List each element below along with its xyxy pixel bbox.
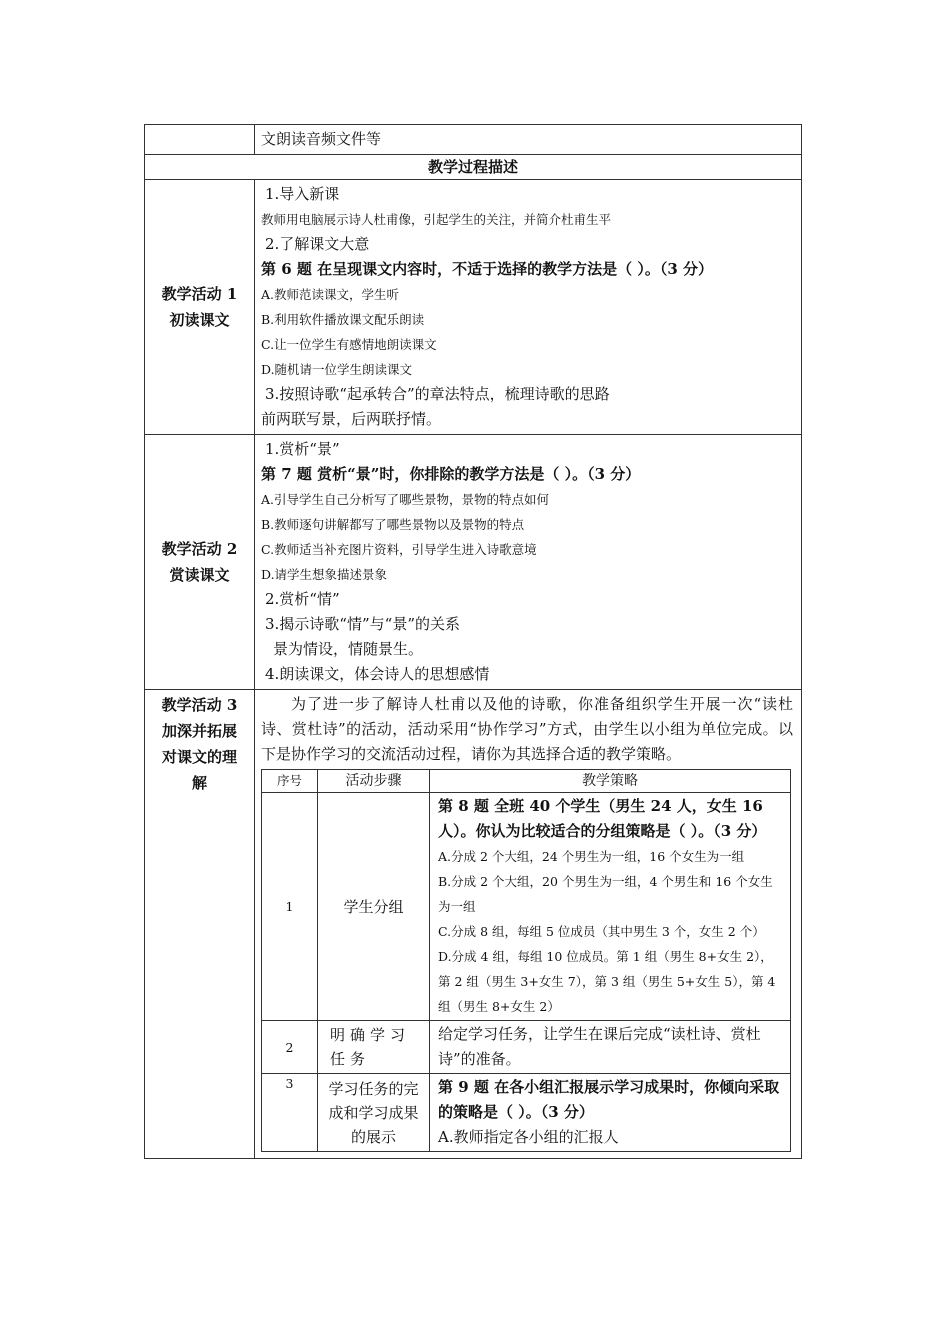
col-header-step: 活动步骤: [318, 770, 430, 793]
activity3-title: [145, 690, 255, 1159]
q6-option-b: B.利用软件播放课文配乐朗读: [261, 312, 425, 327]
activity1-title: [145, 180, 255, 435]
resource-label-cell: [145, 125, 255, 155]
row1-strategy: [430, 793, 791, 1021]
activity1-row: [145, 180, 802, 435]
row3-strategy: [430, 1074, 791, 1152]
col-header-strategy: 教学策略: [430, 770, 791, 793]
table-row: [262, 1021, 791, 1074]
activity2-row: [145, 435, 802, 690]
activity1-step3-desc: 前两联写景，后两联抒情。: [261, 410, 442, 428]
activity2-title: [145, 435, 255, 690]
row1-step: 学生分组: [318, 793, 430, 1021]
activity3-title-line3: 对课文的理: [161, 748, 237, 766]
row2-no: 2: [262, 1021, 318, 1074]
row2-step: 明确学习任务: [318, 1021, 430, 1074]
resource-text: 文朗读音频文件等: [261, 130, 382, 148]
q8-option-d: D.分成 4 组，每组 10 位成员。第 1 组（男生 8+女生 2），第 2 组（男生 3+女生 7），第 3 组（男生 5+女生 5），第 4 组（男生 8+女生 2）: [438, 949, 776, 1014]
activity2-step3-desc: 景为情设，情随景生。: [273, 640, 424, 658]
activity2-step1: 1.赏析“景”: [265, 440, 340, 458]
activity3-content: [255, 690, 802, 1159]
section-header-row: [145, 155, 802, 180]
section-header: 教学过程描述: [145, 155, 802, 180]
activity1-step3: 3.按照诗歌“起承转合”的章法特点，梳理诗歌的思路: [265, 385, 610, 403]
strategy-table: [261, 769, 791, 1152]
col-header-no: 序号: [262, 770, 318, 793]
question-7: 第 7 题 赏析“景”时，你排除的教学方法是（ ）。（3 分）: [261, 465, 641, 483]
lesson-plan-table: [144, 124, 802, 1159]
activity3-intro: 为了进一步了解诗人杜甫以及他的诗歌，你准备组织学生开展一次“读杜诗、赏杜诗”的活动，活动采用“协作学习”方式，由学生以小组为单位完成。以下是协作学习的交流活动过程，请你为其选择合适的教学策略。: [261, 695, 793, 763]
activity3-title-line2: 加深并拓展: [161, 722, 237, 740]
activity2-step2: 2.赏析“情”: [265, 590, 340, 608]
table-row: [262, 793, 791, 1021]
q8-option-c: C.分成 8 组，每组 5 位成员（其中男生 3 个，女生 2 个）: [438, 924, 765, 939]
row3-step: 学习任务的完成和学习成果的展示: [318, 1074, 430, 1152]
activity2-step3: 3.揭示诗歌“情”与“景”的关系: [265, 615, 460, 633]
q9-option-a: A.教师指定各小组的汇报人: [438, 1128, 619, 1146]
row3-no: 3: [262, 1074, 318, 1152]
activity2-step4: 4.朗读课文，体会诗人的思想感情: [265, 665, 490, 683]
activity1-step1-desc: 教师用电脑展示诗人杜甫像，引起学生的关注，并简介杜甫生平: [261, 212, 612, 227]
activity1-content: [255, 180, 802, 435]
activity1-step2: 2.了解课文大意: [265, 235, 370, 253]
resource-cell: [255, 125, 802, 155]
activity3-row: [145, 690, 802, 1159]
row1-no: 1: [262, 793, 318, 1021]
q6-option-a: A.教师范读课文，学生听: [261, 287, 400, 302]
resource-row: [145, 125, 802, 155]
q7-option-d: D.请学生想象描述景象: [261, 567, 388, 582]
row2-strategy: [430, 1021, 791, 1074]
question-6: 第 6 题 在呈现课文内容时，不适于选择的教学方法是（ ）。（3 分）: [261, 260, 713, 278]
activity1-step1: 1.导入新课: [265, 185, 340, 203]
table-row: [262, 1074, 791, 1152]
q7-option-b: B.教师逐句讲解都写了哪些景物以及景物的特点: [261, 517, 525, 532]
activity2-content: [255, 435, 802, 690]
activity1-title-line2: 初读课文: [169, 311, 230, 329]
q8-option-b: B.分成 2 个大组，20 个男生为一组，4 个男生和 16 个女生为一组: [438, 874, 773, 914]
document-page: [144, 124, 801, 1159]
q7-option-c: C.教师适当补充图片资料，引导学生进入诗歌意境: [261, 542, 537, 557]
activity1-title-line1: 教学活动 1: [161, 285, 238, 303]
activity3-title-line4: 解: [191, 774, 207, 792]
q8-option-a: A.分成 2 个大组，24 个男生为一组，16 个女生为一组: [438, 849, 745, 864]
activity2-title-line1: 教学活动 2: [161, 540, 238, 558]
q6-option-c: C.让一位学生有感情地朗读课文: [261, 337, 437, 352]
row2-text: 给定学习任务，让学生在课后完成“读杜诗、赏杜诗”的准备。: [438, 1025, 761, 1068]
q6-option-d: D.随机请一位学生朗读课文: [261, 362, 413, 377]
question-8: 第 8 题 全班 40 个学生（男生 24 人，女生 16 人）。你认为比较适合的分组策略是（ ）。（3 分）: [438, 797, 767, 840]
strategy-table-header: [262, 770, 791, 793]
q7-option-a: A.引导学生自己分析写了哪些景物，景物的特点如何: [261, 492, 550, 507]
activity2-title-line2: 赏读课文: [169, 566, 230, 584]
question-9: 第 9 题 在各小组汇报展示学习成果时，你倾向采取的策略是（ ）。（3 分）: [438, 1078, 780, 1121]
activity3-title-line1: 教学活动 3: [161, 696, 238, 714]
